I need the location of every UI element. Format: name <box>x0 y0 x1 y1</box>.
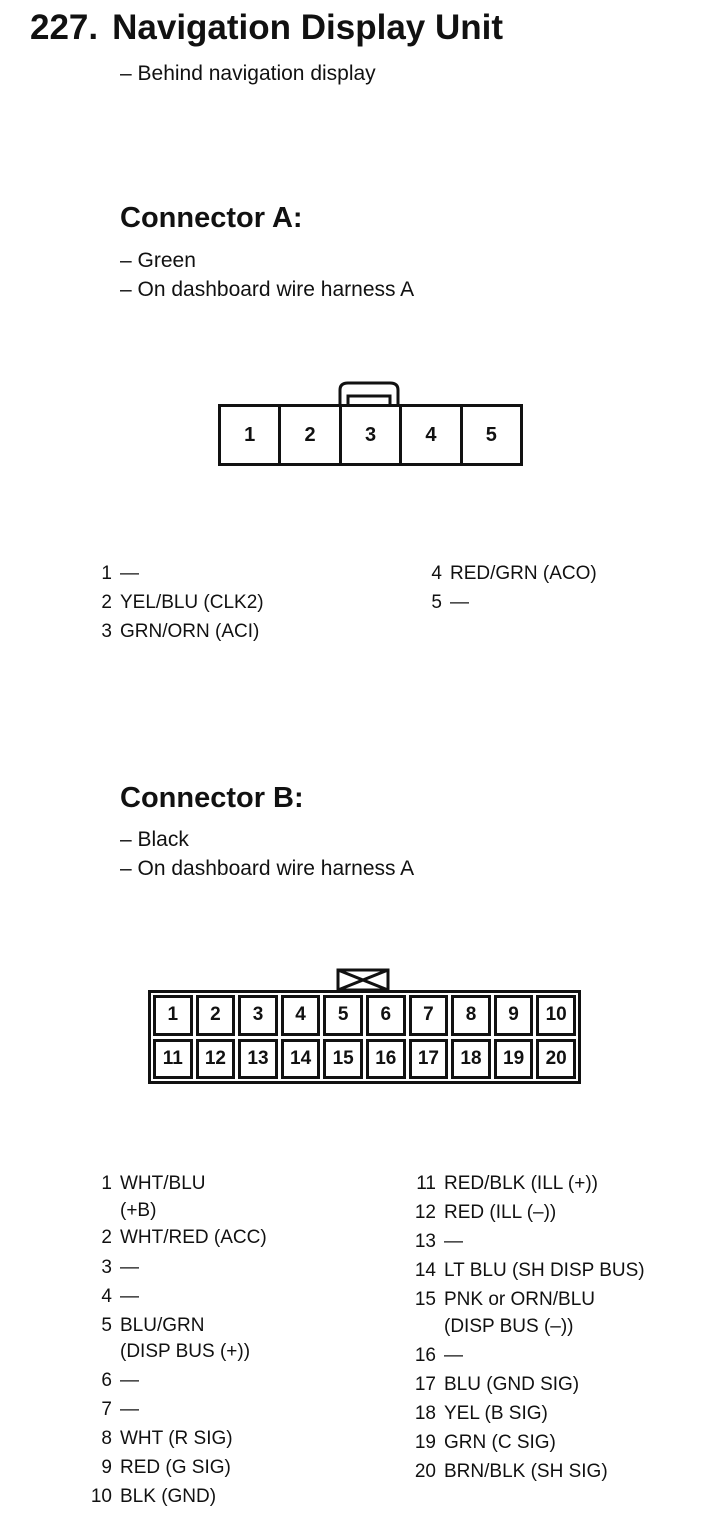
connector-b-cavity: 11 <box>153 1039 193 1080</box>
pin-a-5: 5 — <box>431 592 469 613</box>
pin-b-6: 6 — <box>101 1370 139 1391</box>
pin-a-4: 4 RED/GRN (ACO) <box>431 563 597 584</box>
connector-b-cavity: 1 <box>153 995 193 1036</box>
pin-b-13: 13 — <box>414 1231 463 1252</box>
pin-b-5-detail: (DISP BUS (+)) <box>120 1341 251 1362</box>
pin-b-10: 10 BLK (GND) <box>90 1486 217 1507</box>
connector-b-body <box>148 990 581 1084</box>
connector-a-cavity: 4 <box>402 407 462 463</box>
connector-b-cavity: 14 <box>281 1039 321 1080</box>
pin-b-3: 3 — <box>101 1257 139 1278</box>
pin-b-2: 2 WHT/RED (ACC) <box>101 1227 267 1248</box>
connector-b-diagram <box>148 968 581 1084</box>
location-note: – Behind navigation display <box>120 62 376 85</box>
pin-b-20: 20 BRN/BLK (SH SIG) <box>414 1461 608 1482</box>
connector-b-cavity: 6 <box>366 995 406 1036</box>
connector-b-cavity: 5 <box>323 995 363 1036</box>
connector-b-color: – Black <box>120 828 189 851</box>
connector-a-cavity: 3 <box>342 407 402 463</box>
connector-a-body <box>218 404 523 466</box>
connector-b-harness: – On dashboard wire harness A <box>120 857 415 880</box>
connector-a-cavity: 1 <box>221 407 281 463</box>
pin-b-19: 19 GRN (C SIG) <box>414 1432 556 1453</box>
pin-b-18: 18 YEL (B SIG) <box>414 1403 548 1424</box>
pin-b-5: 5 BLU/GRN <box>101 1315 205 1336</box>
pin-a-3: 3 GRN/ORN (ACI) <box>101 621 260 642</box>
pin-b-14: 14 LT BLU (SH DISP BUS) <box>414 1260 645 1281</box>
connector-b-cavity: 15 <box>323 1039 363 1080</box>
connector-b-cavity: 9 <box>494 995 534 1036</box>
connector-a-harness: – On dashboard wire harness A <box>120 278 415 301</box>
pin-b-16: 16 — <box>414 1345 463 1366</box>
connector-b-cavity: 13 <box>238 1039 278 1080</box>
pin-b-9: 9 RED (G SIG) <box>101 1457 231 1478</box>
connector-b-latch <box>336 968 390 992</box>
connector-b-cavity: 19 <box>494 1039 534 1080</box>
title-text: Navigation Display Unit <box>112 8 504 47</box>
section-number: 227. <box>30 8 99 47</box>
connector-a-diagram <box>218 404 523 466</box>
connector-b-cavity: 18 <box>451 1039 491 1080</box>
pin-b-1: 1 WHT/BLU <box>101 1173 206 1194</box>
connector-b-cavity: 4 <box>281 995 321 1036</box>
pin-b-1-detail: (+B) <box>120 1200 157 1221</box>
pin-b-12: 12 RED (ILL (–)) <box>414 1202 557 1223</box>
connector-a-title: Connector A: <box>120 202 303 234</box>
pin-a-2: 2 YEL/BLU (CLK2) <box>101 592 264 613</box>
pin-a-1: 1 — <box>101 563 139 584</box>
connector-b-cavity: 20 <box>536 1039 576 1080</box>
connector-b-cavity: 2 <box>196 995 236 1036</box>
connector-a-color: – Green <box>120 249 196 272</box>
connector-b-cavity: 3 <box>238 995 278 1036</box>
connector-b-cavity: 16 <box>366 1039 406 1080</box>
pin-b-8: 8 WHT (R SIG) <box>101 1428 233 1449</box>
connector-b-cavity: 12 <box>196 1039 236 1080</box>
connector-b-title: Connector B: <box>120 782 304 814</box>
pin-b-15-detail: (DISP BUS (–)) <box>444 1316 574 1337</box>
pin-b-7: 7 — <box>101 1399 139 1420</box>
pin-b-4: 4 — <box>101 1286 139 1307</box>
pin-b-15: 15 PNK or ORN/BLU <box>414 1289 595 1310</box>
connector-a-cavity: 5 <box>485 423 497 446</box>
pin-b-11: 11 RED/BLK (ILL (+)) <box>416 1173 598 1194</box>
connector-b-cavity: 8 <box>451 995 491 1036</box>
connector-b-cavity: 7 <box>409 995 449 1036</box>
connector-b-cavity: 17 <box>409 1039 449 1080</box>
connector-a-cavity: 2 <box>281 407 341 463</box>
pin-b-17: 17 BLU (GND SIG) <box>414 1374 580 1395</box>
connector-b-cavity: 10 <box>536 995 576 1036</box>
page-title <box>30 8 503 48</box>
